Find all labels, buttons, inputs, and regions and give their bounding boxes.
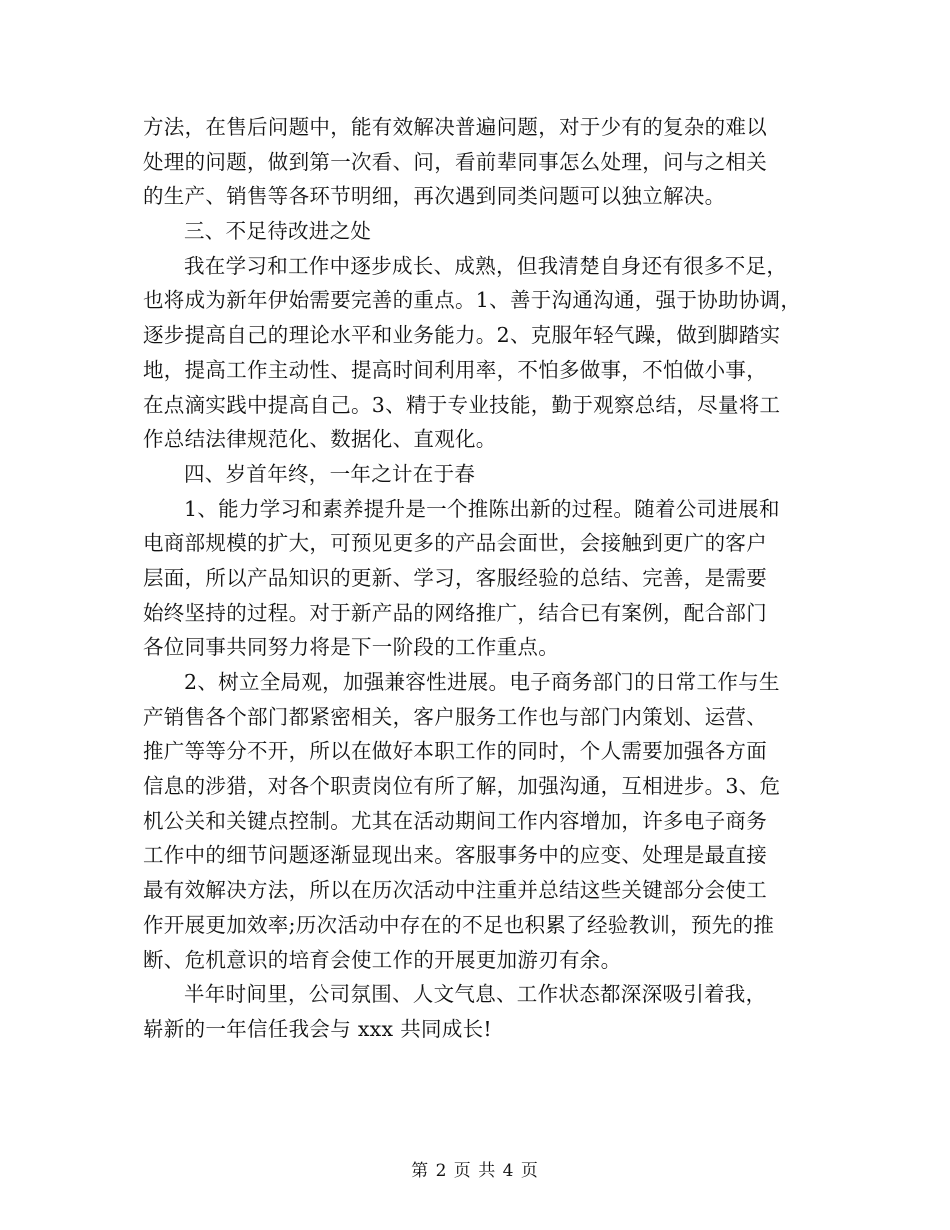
text-line: 作开展更加效率;历次活动中存在的不足也积累了经验教训，预先的推	[143, 912, 775, 937]
text-line: 地，提高工作主动性、提高时间利用率，不怕多做事，不怕做小事，	[143, 357, 767, 382]
page-number: 第 2 页 共 4 页	[411, 1161, 539, 1181]
text-line: 1、能力学习和素养提升是一个推陈出新的过程。随着公司进展和	[184, 496, 780, 521]
text-line: 三、不足待改进之处	[184, 219, 372, 244]
text-line: 在点滴实践中提高自己。3、精于专业技能，勤于观察总结，尽量将工	[143, 392, 781, 417]
text-line: 四、岁首年终，一年之计在于春	[184, 461, 476, 486]
text-line: 断、危机意识的培育会使工作的开展更加游刃有余。	[143, 947, 622, 972]
text-line: 我在学习和工作中逐步成长、成熟，但我清楚自身还有很多不足，	[184, 253, 788, 278]
text-line: 信息的涉猎，对各个职责岗位有所了解，加强沟通，互相进步。3、危	[143, 774, 781, 799]
text-line: 最有效解决方法，所以在历次活动中注重并总结这些关键部分会使工	[143, 878, 767, 903]
text-line: 崭新的一年信任我会与 xxx 共同成长!	[143, 1016, 492, 1041]
text-line: 2、树立全局观，加强兼容性进展。电子商务部门的日常工作与生	[184, 670, 780, 694]
text-line: 各位同事共同努力将是下一阶段的工作重点。	[143, 635, 559, 660]
text-line: 产销售各个部门都紧密相关，客户服务工作也与部门内策划、运营、	[143, 704, 767, 729]
text-line: 方法，在售后问题中，能有效解决普遍问题，对于少有的复杂的难以	[143, 115, 767, 139]
text-line: 的生产、销售等各环节明细，再次遇到同类问题可以独立解决。	[143, 184, 726, 209]
text-line: 机公关和关键点控制。尤其在活动期间工作内容增加，许多电子商务	[143, 808, 767, 833]
text-line: 层面，所以产品知识的更新、学习，客服经验的总结、完善，是需要	[143, 565, 767, 590]
text-line: 始终坚持的过程。对于新产品的网络推广，结合已有案例，配合部门	[143, 600, 767, 625]
text-line: 也将成为新年伊始需要完善的重点。1、善于沟通沟通，强于协助协调，	[143, 288, 802, 313]
text-line: 推广等等分不开，所以在做好本职工作的同时，个人需要加强各方面	[143, 739, 767, 764]
text-line: 处理的问题，做到第一次看、问，看前辈同事怎么处理，问与之相关	[143, 149, 767, 174]
text-line: 半年时间里，公司氛围、人文气息、工作状态都深深吸引着我，	[184, 982, 767, 1007]
text-line: 电商部规模的扩大，可预见更多的产品会面世，会接触到更广的客户	[143, 531, 767, 556]
text-line: 工作中的细节问题逐渐显现出来。客服事务中的应变、处理是最直接	[143, 843, 767, 868]
document-body	[143, 110, 833, 1047]
text-line: 逐步提高自己的理论水平和业务能力。2、克服年轻气躁，做到脚踏实	[143, 323, 781, 348]
text-line: 作总结法律规范化、数据化、直观化。	[143, 427, 497, 452]
